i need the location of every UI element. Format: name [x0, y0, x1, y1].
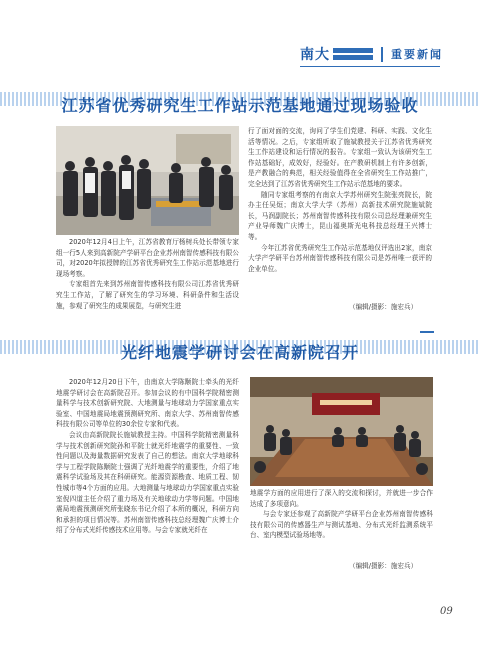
page-number: 09 [440, 606, 453, 617]
article1-credit: （编辑/摄影：施宏兵） [349, 303, 418, 311]
article2-title: 光纤地震学研讨会在高新院召开 [120, 343, 359, 362]
section-label: 重要新闻 [391, 48, 443, 61]
article2-photo [250, 377, 433, 486]
article1-left-text [56, 237, 239, 311]
article2-right-text [250, 488, 433, 541]
paragraph: 2020年12月20日下午，由南京大学陈颙院士牵头的光纤地震学研讨会在高新院召开。参加会议的有中国科学院精密测量科学与技术创新研究院、大地测量与地球动力学国家重点实验室、中国地震局地震预测研究所、南京大学、苏州南智传感科技有限公司等单位的30余位专家和代表。 [56, 378, 239, 429]
header-divider [381, 47, 383, 62]
paragraph: 随同专家组考察的有南京大学苏州研究生院张亮院长，院办主任吴烜；南京大学大学（苏州）高新技术研究院施斌院长，马润副院长；苏州南智传感科技有限公司总经理兼研究生产业导师魏广庆博士，昆山福奥斯光电科技总经理王兴博士等。 [248, 190, 432, 241]
magazine-header [300, 44, 443, 64]
paragraph: 地震学方面的应用进行了深入的交流和探讨，并就进一步合作达成了多项意向。 [250, 489, 433, 508]
paragraph: 行了面对面的交流，询问了学生们党建、科研、实践、文化生活等情况。之后，专家组听取了施斌教授关于江苏省优秀研究生工作站建设和运行情况的报告。专家组一致认为该研究生工作站基础好，成效好，经验好。在产教研机制上有许多创新，是产教融合的典范，相关经验值得在全省研究生工作站推广，完全达到了江苏省优秀研究生工作站示范基地的要求。 [248, 127, 432, 188]
article2-left-text [56, 377, 239, 536]
article2-credit: （编辑/摄影：施宏兵） [349, 562, 418, 570]
paragraph: 专家组首先来到苏州南智传感科技有限公司江苏省优秀研究生工作站，了解了研究生的学习环境、科研条件和生活设施，参观了研究生的成果展览，与研究生进 [56, 280, 239, 310]
paragraph: 与会专家还参观了高新院产学研平台企业苏州南智传感科技有限公司的传感器生产与测试基地、分布式光纤监测系统平台、室内模型试验场地等。 [250, 510, 433, 540]
article1-photo [56, 126, 239, 235]
section-divider [420, 331, 434, 333]
article1-title: 江苏省优秀研究生工作站示范基地通过现场验收 [61, 96, 419, 115]
header-rule [300, 66, 440, 67]
article1-right-text [248, 126, 432, 274]
paragraph: 2020年12月4日上午，江苏省教育厅杨树兵处长带领专家组一行5人来到高新院产学研平台企业苏州南智传感科技有限公司，对2020年拟授牌的江苏省优秀研究生工作站示范基地进行现场考察。 [56, 238, 239, 278]
brand-logo-bars [333, 47, 373, 61]
paragraph: 会议由高新院院长施斌教授主持。中国科学院精密测量科学与技术创新研究院孙和平院士就光纤地震学的重要性、一致性问题以及海量数据研究发表了自己的想法。南京大学地球科学与工程学院陈颙院士强调了光纤地震学的重要性，介绍了地震科学试验场及其在科研研究。能源资源勘查、地质工程、韧性城市等4个方面的应用。大地测量与地球动力学国家重点实验室倪四道主任介绍了重力场及有关地球动力学等问题。中国地震局地震预测研究所张晓东书记介绍了本所的概况，科研方向和承担的项目情况等。苏州南智传感科技总经理魏广庆博士介绍了分布式光纤传感技术应用等。与会专家就光纤在 [56, 430, 239, 535]
magazine-brand: 南大 [300, 47, 330, 63]
paragraph: 今年江苏省优秀研究生工作站示范基地仅评选出2家，南京大学产学研平台苏州南智传感科技有限公司是苏州唯一获评的企业单位。 [248, 243, 432, 273]
